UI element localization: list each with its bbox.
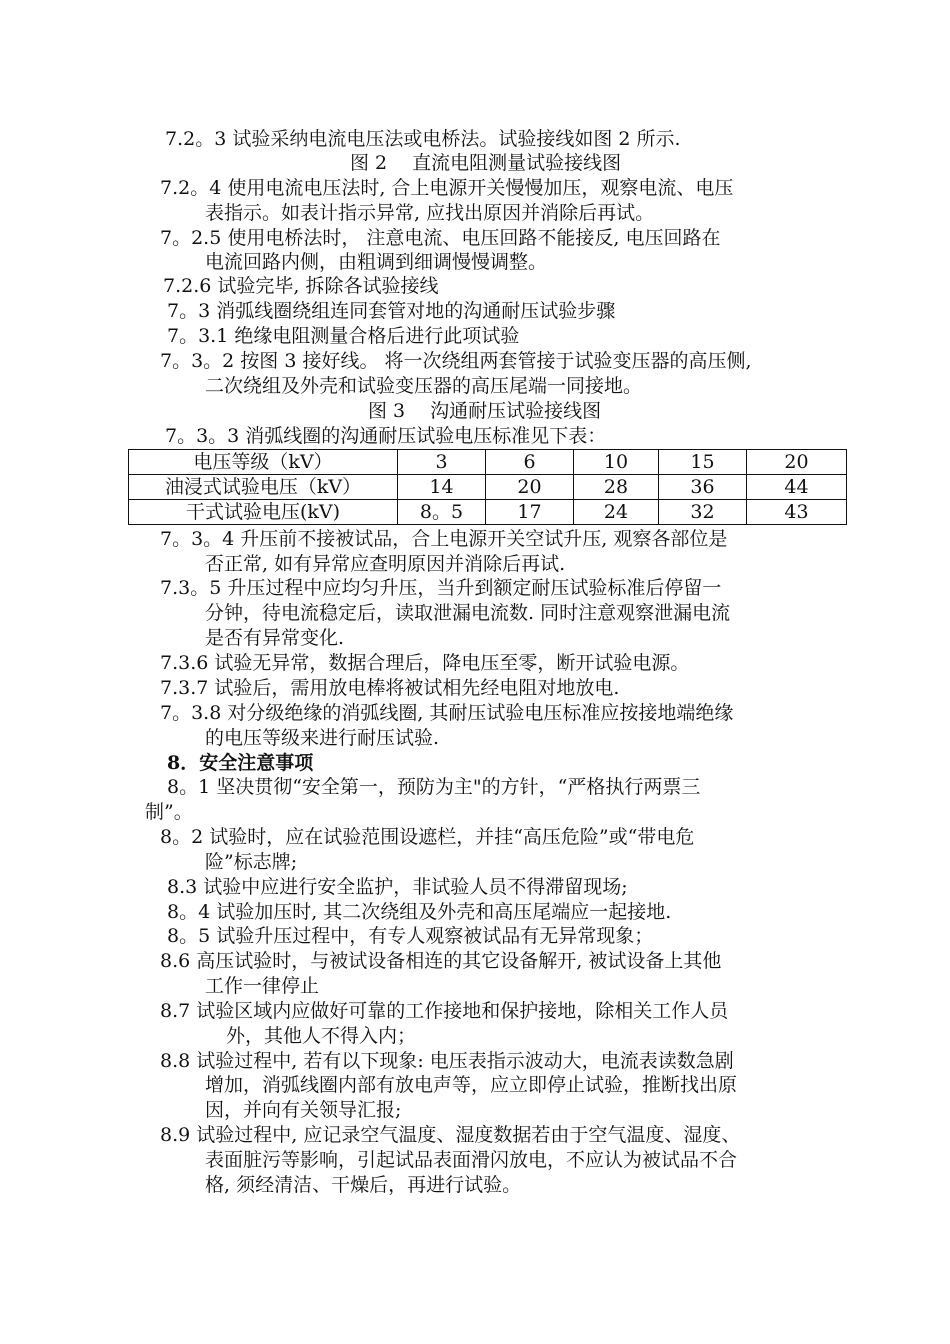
para-8-6-cont: 工作一律停止: [205, 975, 320, 997]
figure-2-caption: 图 2 直流电阻测量试验接线图: [350, 152, 622, 174]
para-7-3-5-cont: 分钟，待电流稳定后，读取泄漏电流数. 同时注意观察泄漏电流: [205, 602, 731, 624]
para-7-3-3: 7。3。3 消弧线圈的沟通耐压试验电压标准见下表：: [165, 425, 607, 447]
table-cell: 油浸式试验电压（kV）: [129, 475, 398, 500]
table-row: [129, 500, 847, 525]
para-8-9: 8.9 试验过程中, 应记录空气温度、湿度数据若由于空气温度、湿度、: [160, 1124, 741, 1146]
para-7-3-7: 7.3.7 试验后，需用放电棒将被试相先经电阻对地放电.: [160, 677, 620, 699]
table-row: [129, 475, 847, 500]
para-8-2-cont: 险”标志牌;: [205, 851, 298, 873]
para-8-9-cont: 表面脏污等影响，引起试品表面滑闪放电，不应认为被试品不合: [205, 1149, 738, 1171]
table-cell: 28: [574, 475, 659, 500]
para-8-5: 8。5 试验升压过程中，有专人观察被试品有无异常现象；: [167, 925, 654, 947]
table-cell: 15: [659, 450, 747, 475]
section-8-heading: 8．安全注意事项: [167, 752, 314, 774]
table-cell: 电压等级（kV）: [129, 450, 398, 475]
table-cell: 干式试验电压(kV): [129, 500, 398, 525]
para-8-1-cont: 制”。: [145, 801, 193, 823]
table-cell: 10: [574, 450, 659, 475]
table-cell: 24: [574, 500, 659, 525]
para-8-8-cont2: 因，并向有关领导汇报;: [205, 1099, 402, 1121]
para-7-3-8-cont: 的电压等级来进行耐压试验.: [205, 727, 440, 749]
para-8-1: 8。1 坚决贯彻“安全第一，预防为主"的方针，“严格执行两票三: [167, 776, 701, 798]
para-7-2-6: 7.2.6 试验完毕, 拆除各试验接线: [163, 275, 439, 297]
para-7-3-4-cont: 否正常, 如有异常应查明原因并消除后再试.: [205, 553, 566, 575]
para-7-2-4-cont: 表指示。如表计指示异常, 应找出原因并消除后再试。: [205, 202, 655, 224]
para-8-2: 8。2 试验时，应在试验范围设遮栏，并挂“高压危险”或“带电危: [160, 826, 695, 848]
para-7-2-5-cont: 电流回路内侧，由粗调到细调慢慢调整。: [205, 251, 548, 273]
para-8-6: 8.6 高压试验时，与被试设备相连的其它设备解开, 被试设备上其他: [160, 950, 722, 972]
para-7-3-2-cont: 二次绕组及外壳和试验变压器的高压尾端一同接地。: [205, 375, 643, 397]
para-7-3-8: 7。3.8 对分级绝缘的消弧线圈, 其耐压试验电压标准应按接地端绝缘: [160, 702, 734, 724]
para-8-3: 8.3 试验中应进行安全监护，非试验人员不得滞留现场;: [167, 876, 628, 898]
table-row: [129, 450, 847, 475]
para-7-3-6: 7.3.6 试验无异常，数据合理后，降电压至零，断开试验电源。: [160, 652, 690, 674]
para-7-3-5-cont2: 是否有异常变化.: [205, 627, 345, 649]
table-cell: 44: [747, 475, 847, 500]
para-8-7: 8.7 试验区域内应做好可靠的工作接地和保护接地，除相关工作人员: [160, 1000, 729, 1022]
table-cell: 20: [747, 450, 847, 475]
para-7-2-3: 7.2。3 试验采纳电流电压法或电桥法。试验接线如图 2 所示.: [165, 128, 681, 150]
para-7-2-5: 7。2.5 使用电桥法时， 注意电流、电压回路不能接反, 电压回路在: [160, 227, 721, 249]
para-8-7-cont: 外，其他人不得入内；: [226, 1025, 417, 1047]
para-8-8: 8.8 试验过程中, 若有以下现象: 电压表指示波动大，电流表读数急剧: [160, 1050, 734, 1072]
table-cell: 6: [486, 450, 574, 475]
para-7-2-4: 7.2。4 使用电流电压法时, 合上电源开关慢慢加压，观察电流、电压: [160, 177, 734, 199]
para-7-3-2: 7。3。2 按图 3 接好线。 将一次绕组两套管接于试验变压器的高压侧,: [160, 350, 752, 372]
table-cell: 3: [398, 450, 486, 475]
para-8-8-cont: 增加，消弧线圈内部有放电声等，应立即停止试验，推断找出原: [205, 1074, 738, 1096]
para-7-3: 7。3 消弧线圈绕组连同套管对地的沟通耐压试验步骤: [167, 300, 616, 322]
para-7-3-5: 7.3。5 升压过程中应均匀升压，当升到额定耐压试验标准后停留一: [160, 577, 722, 599]
table-cell: 14: [398, 475, 486, 500]
table-cell: 43: [747, 500, 847, 525]
table-cell: 36: [659, 475, 747, 500]
table-cell: 20: [486, 475, 574, 500]
voltage-standard-table: [128, 449, 847, 525]
para-7-3-4: 7。3。4 升压前不接被试品，合上电源开关空试升压, 观察各部位是: [160, 528, 728, 550]
table-cell: 8。5: [398, 500, 486, 525]
para-7-3-1: 7。3.1 绝缘电阻测量合格后进行此项试验: [167, 325, 520, 347]
para-8-4: 8。4 试验加压时, 其二次绕组及外壳和高压尾端应一起接地.: [167, 901, 672, 923]
table-cell: 32: [659, 500, 747, 525]
table-cell: 17: [486, 500, 574, 525]
para-8-9-cont2: 格, 须经清洁、干燥后，再进行试验。: [205, 1174, 522, 1196]
figure-3-caption: 图 3 沟通耐压试验接线图: [368, 400, 602, 422]
